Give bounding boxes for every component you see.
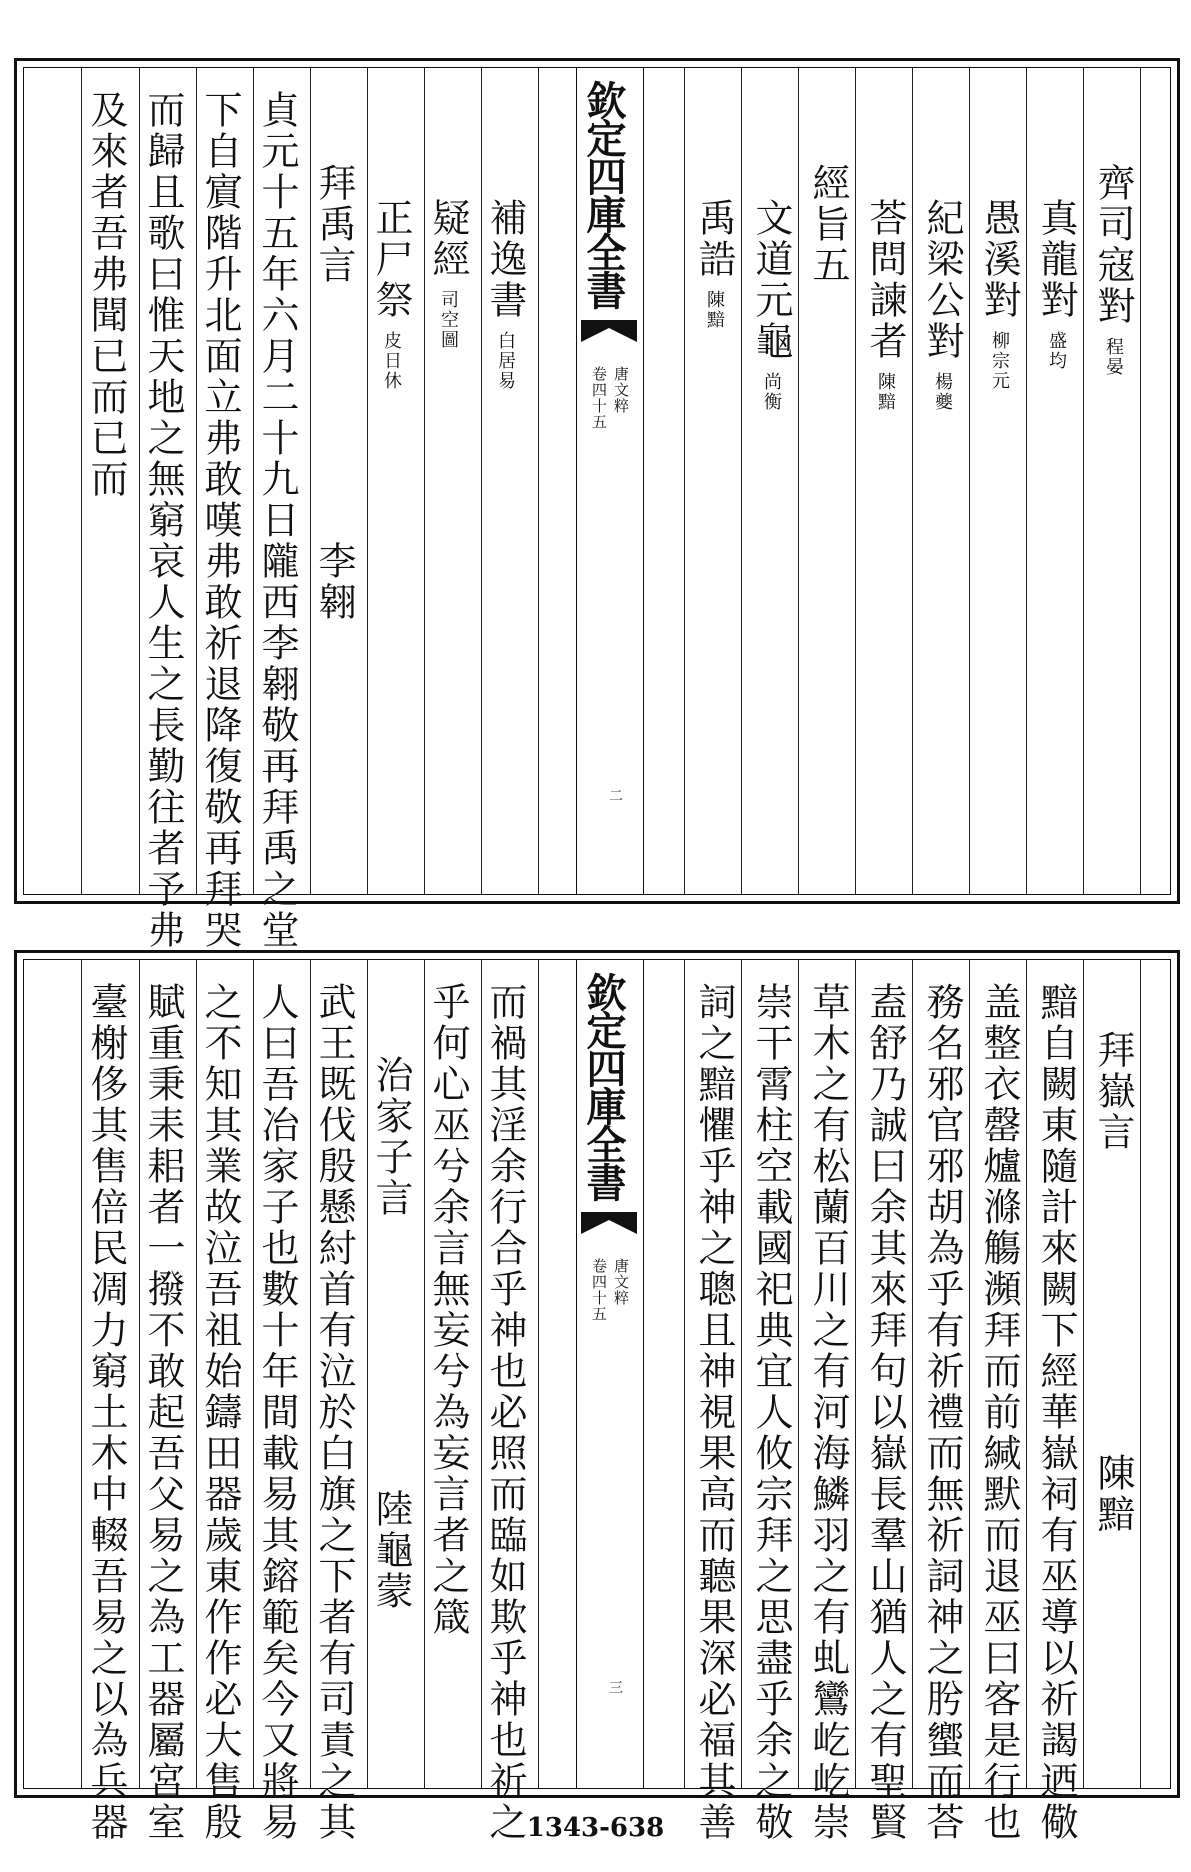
fishtail-mark-icon (581, 1212, 637, 1234)
toc-title: 愚溪對 (977, 198, 1021, 321)
section-title: 經旨五 (806, 163, 850, 286)
fishtail-mark-icon (581, 320, 637, 342)
toc-author: 柳宗元 (989, 331, 1010, 391)
header-title: 欽定四庫全書 (580, 972, 627, 1200)
bottom-center-fold (576, 960, 644, 1788)
text-line: 及來者吾弗聞已而已而 (84, 90, 128, 500)
text-line: 臺榭侈其售倍民凋力窮土木中輟吾易之以為兵器 (84, 982, 128, 1843)
text-line: 盖整衣罄爐滌觴瀕拜而前緘默而退巫曰客是行也 (977, 982, 1021, 1843)
top-col-3 (977, 68, 1021, 894)
bottom-col-5 (863, 960, 907, 1843)
top-col-8 (692, 68, 736, 894)
top-col-2 (1034, 68, 1078, 894)
text-line: 草木之有松蘭百川之有河海鱗羽之有虬鸞屹屹崇 (806, 982, 850, 1843)
bottom-col-4 (920, 960, 964, 1843)
text-line: 人曰吾冶家子也數十年間載易其鎔範矣今又將易 (255, 982, 299, 1843)
text-line: 貞元十五年六月二十九日隴西李翱敬再拜禹之堂 (255, 90, 299, 951)
toc-author: 尚衡 (761, 372, 782, 412)
toc-author: 白居易 (495, 331, 516, 391)
toc-title: 禹誥 (692, 198, 736, 280)
toc-title: 齊司寇對 (1091, 163, 1135, 327)
essay-title: 拜禹言 (312, 163, 356, 286)
top-center-fold (576, 68, 644, 894)
text-line: 乎何心巫兮余言無妄兮為妄言者之箴 (426, 982, 470, 1638)
text-line: 賦重秉耒耜者一撥不敢起吾父易之為工器屬宮室 (141, 982, 185, 1843)
bottom-col-3 (977, 960, 1021, 1843)
top-col-16 (84, 68, 128, 894)
essay-author: 陳黯 (1091, 1453, 1135, 1535)
page-number: 二 (607, 788, 623, 802)
bottom-col-14 (198, 960, 242, 1843)
toc-author: 楊夔 (932, 372, 953, 412)
toc-author: 司空圖 (438, 290, 459, 350)
text-line: 而禍其淫余行合乎神也必照而臨如欺乎神也祈之 (483, 982, 527, 1843)
toc-author: 盛均 (1046, 331, 1067, 371)
top-col-15 (141, 68, 185, 951)
page-footer-number: 1343-638 (526, 1813, 665, 1843)
toc-title: 疑經 (426, 198, 470, 280)
top-col-9 (483, 68, 527, 894)
essay-title: 拜嶽言 (1091, 1030, 1135, 1153)
toc-author: 程晏 (1103, 337, 1124, 377)
toc-title: 補逸書 (483, 198, 527, 321)
top-col-14 (198, 68, 242, 951)
essay-author: 李翱 (312, 541, 356, 623)
text-line: 黯自闕東隨計來闕下經華嶽祠有巫導以祈謁迺儆 (1034, 982, 1078, 1843)
top-col-11 (369, 68, 413, 894)
bottom-col-16 (84, 960, 128, 1843)
bottom-col-11 (369, 960, 413, 1788)
bottom-col-9 (483, 960, 527, 1843)
header-title: 欽定四庫全書 (580, 80, 627, 308)
top-col-12 (312, 68, 356, 894)
top-page-inner-frame (23, 67, 1171, 951)
volume-number: 卷四十五 (590, 366, 608, 430)
bottom-col-10 (426, 960, 470, 1788)
bottom-col-12 (312, 960, 356, 1843)
top-col-5 (863, 68, 907, 894)
text-line: 而歸且歌曰惟天地之無窮哀人生之長勤往者予弗 (141, 90, 185, 951)
essay-author: 陸龜蒙 (369, 1489, 413, 1612)
essay-title: 治家子言 (369, 1055, 413, 1219)
volume-number: 卷四十五 (590, 1258, 608, 1322)
text-line: 武王既伐殷懸紂首有泣於白旗之下者有司責之其 (312, 982, 356, 1843)
page-number: 三 (607, 1680, 623, 1694)
text-line: 務名邪官邪胡為乎有祈禮而無祈詞神之肹蠁而荅 (920, 982, 964, 1843)
bottom-col-1 (1091, 960, 1135, 1788)
bottom-col-2 (1034, 960, 1078, 1843)
text-line: 崇干霄柱空載國祀典宜人攸宗拜之思盡乎余之敬 (749, 982, 793, 1843)
toc-title: 真龍對 (1034, 198, 1078, 321)
toc-title: 正尸祭 (369, 198, 413, 321)
text-line: 之不知其業故泣吾祖始鑄田器歲東作作必大售殷 (198, 982, 242, 1843)
top-col-7 (749, 68, 793, 894)
bottom-col-15 (141, 960, 185, 1843)
toc-title: 文道元龜 (749, 198, 793, 362)
toc-author: 陳黯 (875, 372, 896, 412)
top-col-13 (255, 68, 299, 951)
bottom-col-13 (255, 960, 299, 1843)
bottom-col-7 (749, 960, 793, 1843)
toc-title: 荅問諫者 (863, 198, 907, 362)
top-col-4 (920, 68, 964, 894)
text-line: 下自賔階升北面立弗敢嘆弗敢祈退降復敬再拜哭 (198, 90, 242, 951)
bottom-col-8 (692, 960, 736, 1843)
top-col-10 (426, 68, 470, 894)
toc-author: 皮日休 (381, 331, 402, 391)
book-name: 唐文粹 (612, 1258, 630, 1306)
text-line: 盍舒乃誠曰余其來拜句以嶽長羣山猶人之有聖賢 (863, 982, 907, 1843)
top-page-frame (14, 58, 1180, 951)
text-line: 詞之黯懼乎神之聰且神視果高而聽果深必福其善 (692, 982, 736, 1843)
top-col-6 (806, 68, 850, 894)
top-col-1 (1091, 68, 1135, 894)
bottom-col-6 (806, 960, 850, 1843)
book-name: 唐文粹 (612, 366, 630, 414)
toc-title: 紀梁公對 (920, 198, 964, 362)
toc-author: 陳黯 (704, 290, 725, 330)
